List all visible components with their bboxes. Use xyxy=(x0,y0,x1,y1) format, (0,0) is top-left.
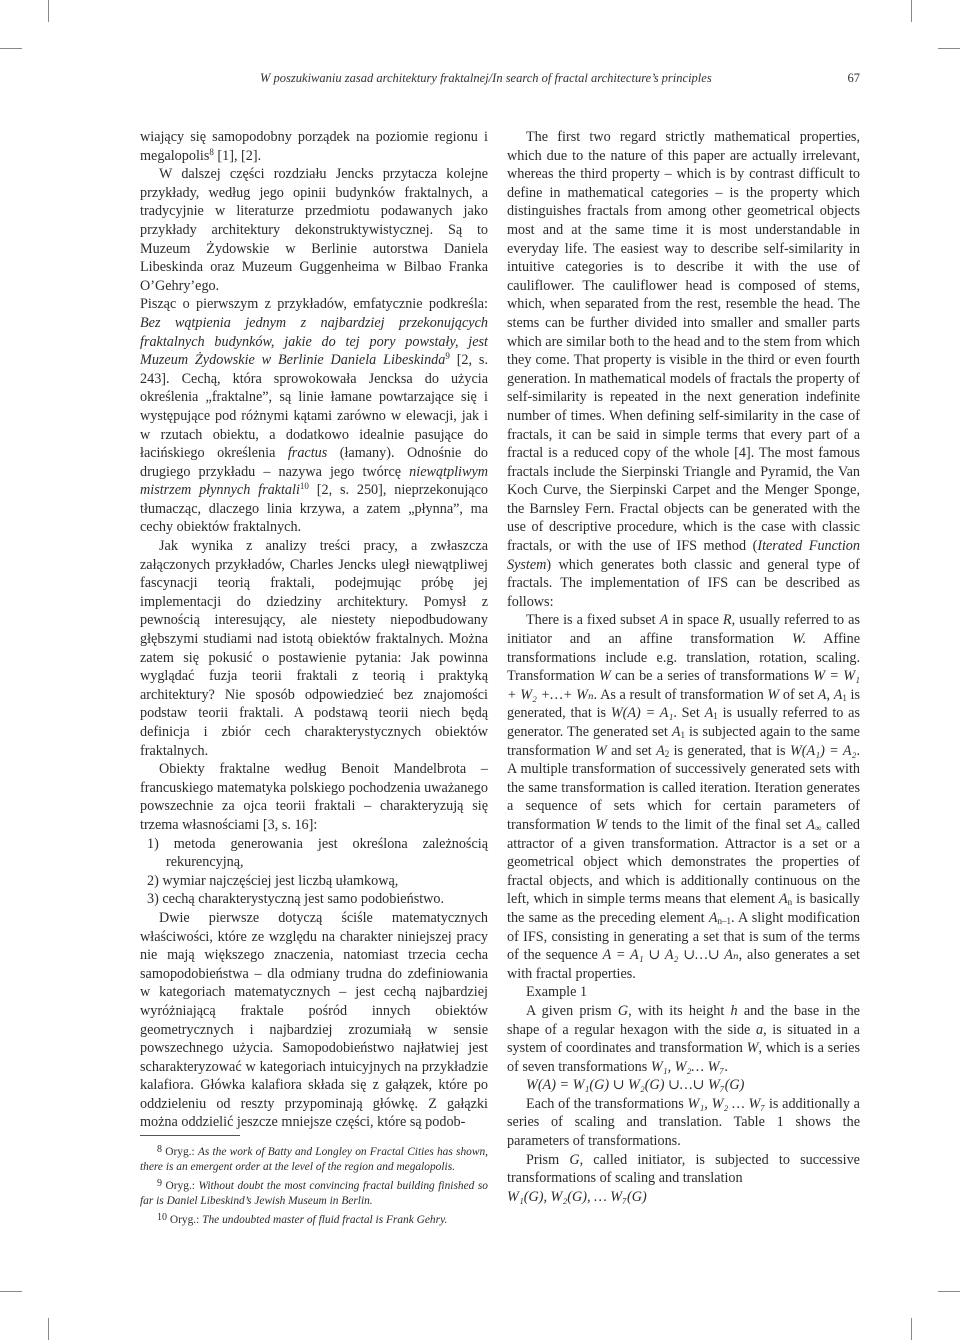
paragraph: Jak wynika z analizy treści pracy, a zwłaszcza załączonych przykładów, Charles Jencks uległ niewątpliwej fascynacji teorią fraktali, podejmując próbę jej implementacji do dziedziny architektury. Pomysł z pewnością interesujący, ale niestety niepodbudowany głębszymi studiami nad istotą obiektów fraktalnych. Można zatem się pokusić o postawienie pytania: Jak powinna wyglądać fuzja teorii fraktali z teorią i praktyką architektury? Nie sposób odpowiedzieć bez znajomości podstaw teorii fraktali. A podstawą teorii niech będą definicja i zbiór cech charakterystycznych obiektów fraktalnych. xyxy=(140,538,488,759)
paragraph: There is a fixed subset A in space R, usually referred to as initiator and an affine transformation W. Affine transformations include e.g. translation, rotation, scaling. Transformation W can be a series of transformations W = W₁ + W₂ +…+ Wₙ. As a result of transformation W of set A, $A_1$ is generated, that is W(A) = A₁. Set $A_1$ is usually referred to as generator. The generated set $A_1$ is subjected again to the same transformation W and set $A_2$ is generated, that is W(A₁) = A₂. A multiple transformation of successively generated sets with the same transformation is called iteration. Iteration generates a sequence of sets which for certain parameters of transformation W tends to the limit of the final set $A_\infty$ called attractor of a given transformation. Attractor is a set or a geometrical object which demonstrates the properties of fractal objects, and which is additionally continuous on the left, which in simple terms means that element $A_n$ is basically the same as the preceding element $A_{n-1}$. A slight modification of IFS, consisting in generating a set that is sum of the terms of the sequence A = A₁ ∪ A₂ ∪…∪ Aₙ, also generates a set with fractal properties. xyxy=(507,612,861,982)
page-header xyxy=(260,71,860,89)
formula-line: W₁(G), W₂(G), … W₇(G) xyxy=(507,1188,647,1205)
page-number: 67 xyxy=(847,71,860,85)
formula: A = A₁ ∪ A₂ ∪…∪ Aₙ xyxy=(602,947,739,964)
running-head: W poszukiwaniu zasad architektury fraktalnej/In search of fractal architecture’s principles xyxy=(260,71,712,85)
footnote: 8 Oryg.: As the work of Batty and Longley on Fractal Cities has shown, there is an emergent order at the level of the region and megalopolis. xyxy=(140,1144,488,1174)
paragraph: Pisząc o pierwszym z przykładów, emfatycznie podkreśla: Bez wątpienia jednym z najbardziej przekonujących fraktalnych budynków, jakie do tej pory powstały, jest Muzeum Żydowskie w Berlinie Daniela Libeskinda$^9$ [2, s. 243]. Cechą, która sprowokowała Jencksa do użycia określenia „fraktalne”, są linie łamane powtarzające się i występujące pod różnymi kątami zarówno w elewacji, jak i w rzutach obiektu, a dodatkowo idealnie pasujące do łacińskiego określenia fractus (łamany). Odnośnie do drugiego przykładu – nazywa jego twórcę niewątpliwym mistrzem płynnych fraktali$^{10}$ [2, s. 250], nieprzekonująco tłumacząc, dlaczego linia krzywa, a zatem „płynna”, ma cechy obiektów fraktalnych. xyxy=(140,296,489,536)
crop-mark-bottom-right xyxy=(911,1318,912,1340)
example-label: Example 1 xyxy=(526,984,588,1001)
quote: niewątpliwym mistrzem płynnych fraktali xyxy=(140,463,488,499)
right-column xyxy=(507,128,860,1206)
list-item: 1) metoda generowania jest określona zależnością rekurencyjną, xyxy=(147,835,488,871)
crop-mark-bottom-left xyxy=(48,1318,49,1340)
footnote-divider xyxy=(140,1135,240,1136)
paragraph: Dwie pierwsze dotyczą ściśle matematycznych właściwości, które ze względu na charakter niniejszej pracy nie mają większego znaczenia, natomiast trzecia cecha samopodobieństwa – dla odmiany trudna do zdefiniowania w kategoriach matematycznych – jest cechą najbardziej wyróżniającą fraktale pośród innych obiektów geometrycznych i najbardziej zrozumiałą w sensie powszechnego użycia. Samopodobieństwo najłatwiej jest scharakteryzować w kategoriach intuicyjnych na przykładzie kalafiora. Główka kalafiora składa się z gałązek, które po oddzieleniu od reszty przypominają główkę. Z gałązki można oddzielić jeszcze mniejsze części, które są podob- xyxy=(140,909,488,1131)
crop-mark-top-right-h xyxy=(938,48,960,49)
footnotes xyxy=(140,1142,488,1228)
formula: W = W₁ + W₂ +…+ Wₙ xyxy=(507,668,860,703)
paragraph: A given prism G, with its height h and the base in the shape of a regular hexagon with the side a, is situated in a system of coordinates and transformation W, which is a series of seven transformations W₁, W₂… W₇. xyxy=(507,1002,860,1075)
paragraph: Each of the transformations W₁, W₂ … W₇ is additionally a series of scaling and translation. Table 1 shows the parameters of transformations. xyxy=(507,1095,860,1150)
quote: Bez wątpienia jednym z najbardziej przekonujących fraktalnych budynków, jakie do tej pory powstały, jest Muzeum Żydowskie w Berlinie Daniela Libeskinda xyxy=(140,314,488,369)
crop-mark-top-left-h xyxy=(0,48,22,49)
footnote: 9 Oryg.: Without doubt the most convincing fractal building finished so far is Daniel Libeskind’s Jewish Museum in Berlin. xyxy=(140,1177,488,1208)
crop-mark-bottom-left-h xyxy=(0,1291,22,1292)
footnote-ref: 10 xyxy=(299,481,309,492)
formula-line: W(A) = W₁(G) ∪ W₂(G) ∪…∪ W₇(G) xyxy=(526,1077,745,1094)
list-item: 2) wymiar najczęściej jest liczbą ułamkową, xyxy=(147,872,399,889)
formula: W(A) = A₁ xyxy=(610,705,674,722)
footnote: 10 Oryg.: The undoubted master of fluid fractal is Frank Gehry. xyxy=(157,1211,448,1226)
left-column xyxy=(140,128,488,1132)
footnote-ref: 9 xyxy=(445,351,450,362)
footnote-ref: 8 xyxy=(209,146,214,157)
paragraph: Prism G, called initiator, is subjected to successive transformations of scaling and translation xyxy=(507,1151,860,1187)
crop-mark-top-left xyxy=(48,0,49,22)
paragraph: The first two regard strictly mathematical properties, which due to the nature of this paper are actually irrelevant, whereas the third property – which is by contrast difficult to define in mathematical categories – is the property which distinguishes fractals from among other geometrical objects most and at the same time it is most understandable in everyday life. The easiest way to describe self-similarity in intuitive categories is to describe it with the use of cauliflower. The cauliflower head is composed of stems, which, when separated from the rest, resemble the head. The stems can be further divided into smaller and smaller parts which are similar both to the head and to the stem from which they come. That property is visible in the third or even fourth generation. In mathematical models of fractals the property of self-similarity is repeated in the next generation indefinite number of times. When defining self-similarity in the case of fractals, it can be said in simple terms that every part of a fractal is a reduced copy of the whole [4]. The most famous fractals include the Sierpinski Triangle and Pyramid, the Van Koch Curve, the Sierpinski Carpet and the Menger Sponge, the Barnsley Fern. Fractal objects can be generated with the use of descriptive procedure, which is the case with classic fractals, or with the use of IFS method (Iterated Function System) which generates both classic and general type of fractals. The implementation of IFS can be described as follows: xyxy=(507,129,860,610)
crop-mark-top-right xyxy=(911,0,912,22)
paragraph: Obiekty fraktalne według Benoit Mandelbrota – francuskiego matematyka polskiego pochodzenia uważanego powszechnie za ojca teorii fraktali – charakteryzują się trzema własnościami [3, s. 16]: xyxy=(140,761,488,833)
crop-mark-bottom-right-h xyxy=(938,1291,960,1292)
formula: W(A₁) = A₂ xyxy=(789,742,857,759)
paragraph: W dalszej części rozdziału Jencks przytacza kolejne przykłady, według jego opinii budynków fraktalnych, a tradycyjnie w literaturze przedmiotu podawanych jako przykłady architektury dekonstruktywistycznej. Są to Muzeum Żydowskie w Berlinie autorstwa Daniela Libeskinda oraz Muzeum Guggenheima w Bilbao Franka O’Gehry’ego. xyxy=(140,166,488,294)
list-item: 3) cechą charakterystyczną jest samo podobieństwo. xyxy=(147,891,445,908)
paragraph: wiający się samopodobny porządek na poziomie regionu i megalopolis$^8$ [1], [2]. xyxy=(140,129,488,164)
